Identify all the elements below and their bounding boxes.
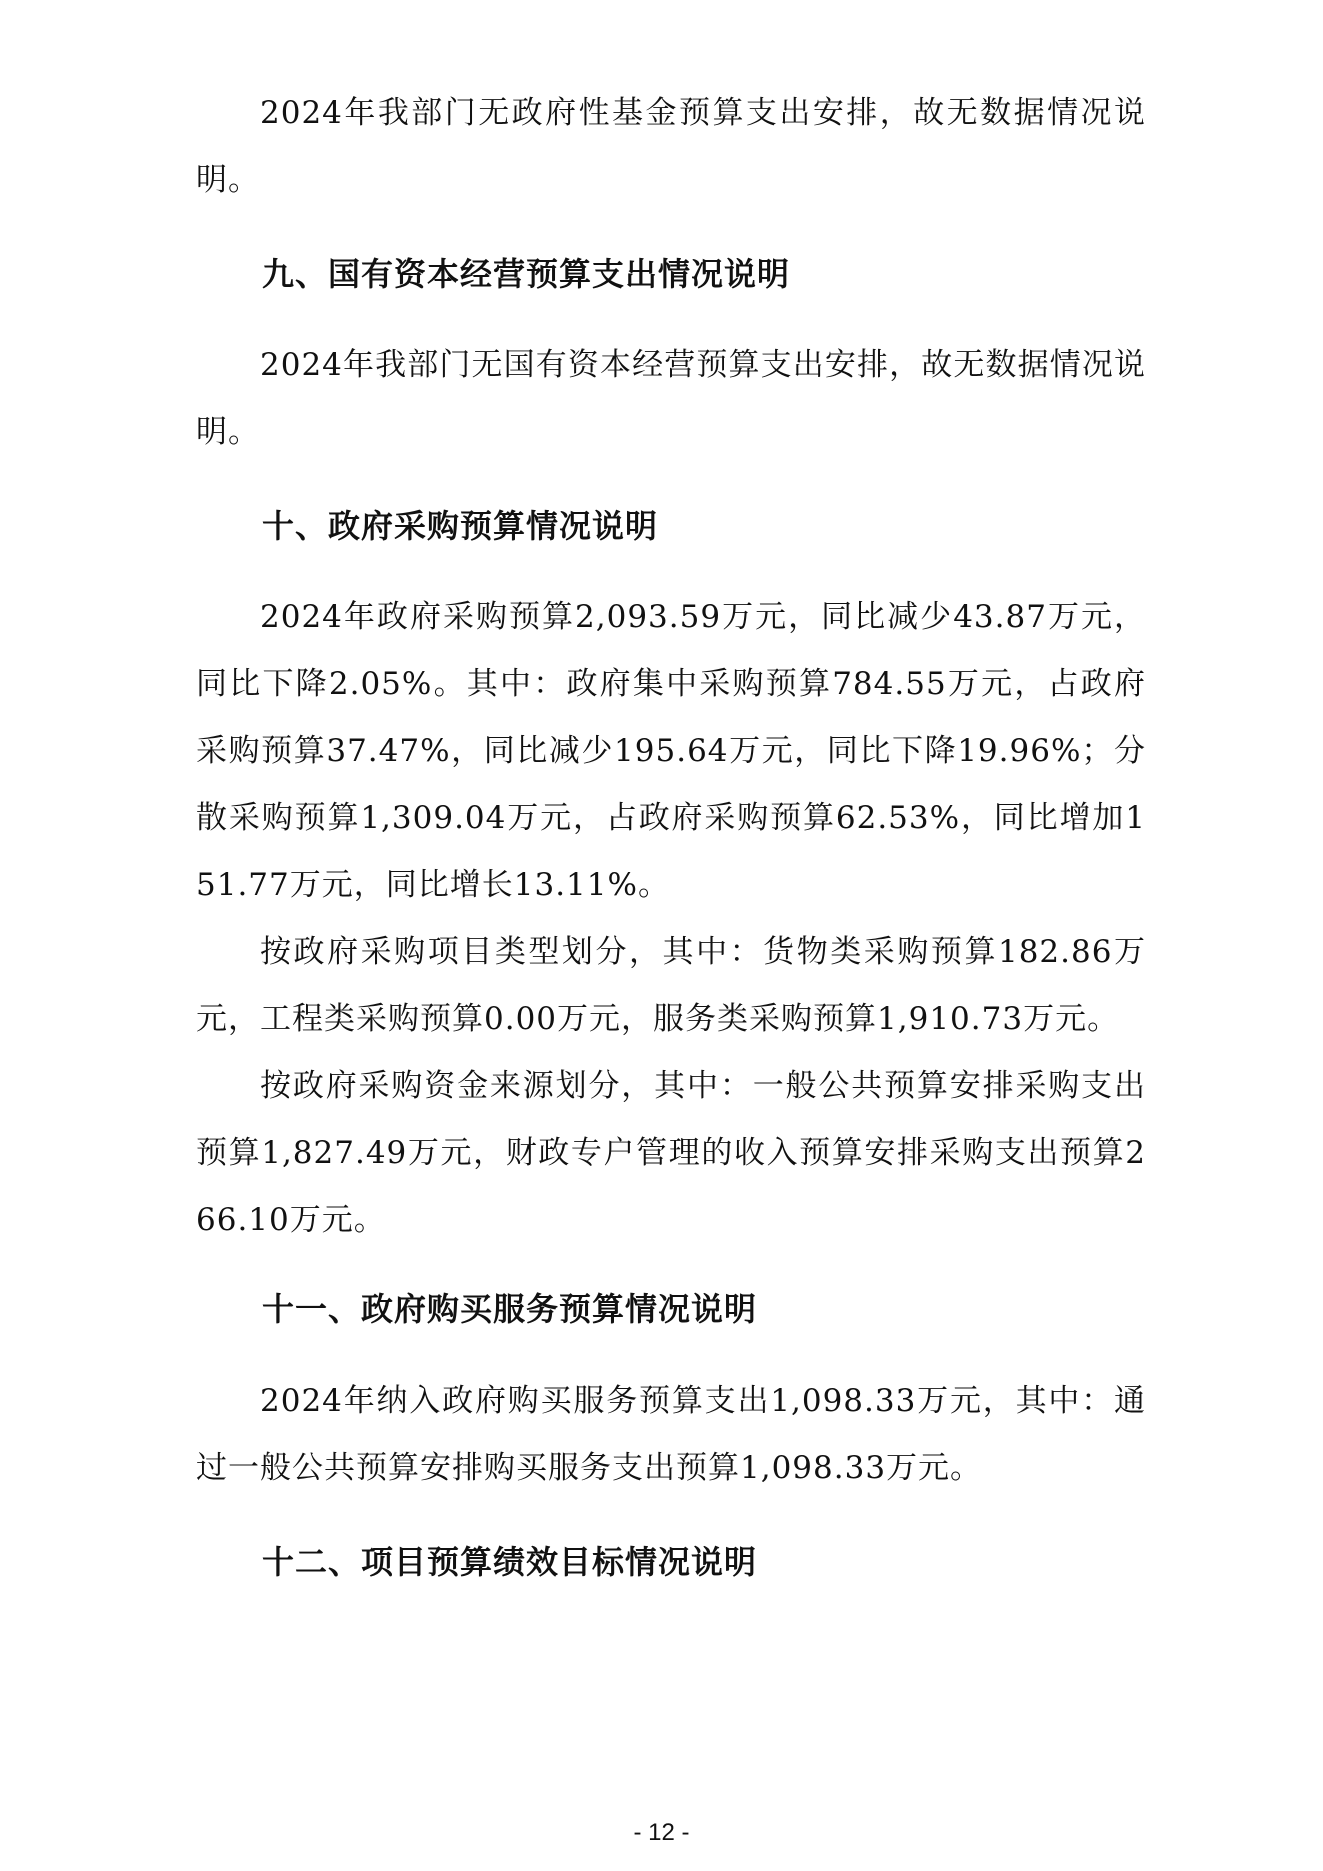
state-capital-section xyxy=(196,332,1146,466)
gov-fund-section xyxy=(196,80,1146,214)
page-number: - 12 - xyxy=(633,1819,690,1846)
procurement-type-paragraph: 按政府采购项目类型划分，其中：货物类采购预算182.86万元，工程类采购预算0.00万元，服务类采购预算1,910.73万元。 xyxy=(196,934,1146,1037)
heading-service-purchase: 十一、政府购买服务预算情况说明 xyxy=(262,1290,758,1328)
heading-performance-goals: 十二、项目预算绩效目标情况说明 xyxy=(262,1543,758,1581)
procurement-main-paragraph: 2024年政府采购预算2,093.59万元，同比减少43.87万元，同比下降2.05%。其中：政府集中采购预算784.55万元，占政府采购预算37.47%，同比减少195.64万元，同比下降19.96%；分散采购预算1,309.04万元，占政府采购预算62.53%，同比增加151.77万元，同比增长13.11%。 xyxy=(196,599,1146,903)
state-capital-paragraph: 2024年我部门无国有资本经营预算支出安排，故无数据情况说明。 xyxy=(196,347,1146,450)
service-purchase-section xyxy=(196,1368,1146,1502)
procurement-section xyxy=(196,584,1146,1254)
heading-procurement: 十、政府采购预算情况说明 xyxy=(262,507,659,545)
service-purchase-paragraph: 2024年纳入政府购买服务预算支出1,098.33万元，其中：通过一般公共预算安排购买服务支出预算1,098.33万元。 xyxy=(196,1383,1146,1486)
procurement-source-paragraph: 按政府采购资金来源划分，其中：一般公共预算安排采购支出预算1,827.49万元，财政专户管理的收入预算安排采购支出预算266.10万元。 xyxy=(196,1068,1146,1238)
heading-state-capital: 九、国有资本经营预算支出情况说明 xyxy=(262,255,791,293)
gov-fund-paragraph: 2024年我部门无政府性基金预算支出安排，故无数据情况说明。 xyxy=(196,95,1146,198)
